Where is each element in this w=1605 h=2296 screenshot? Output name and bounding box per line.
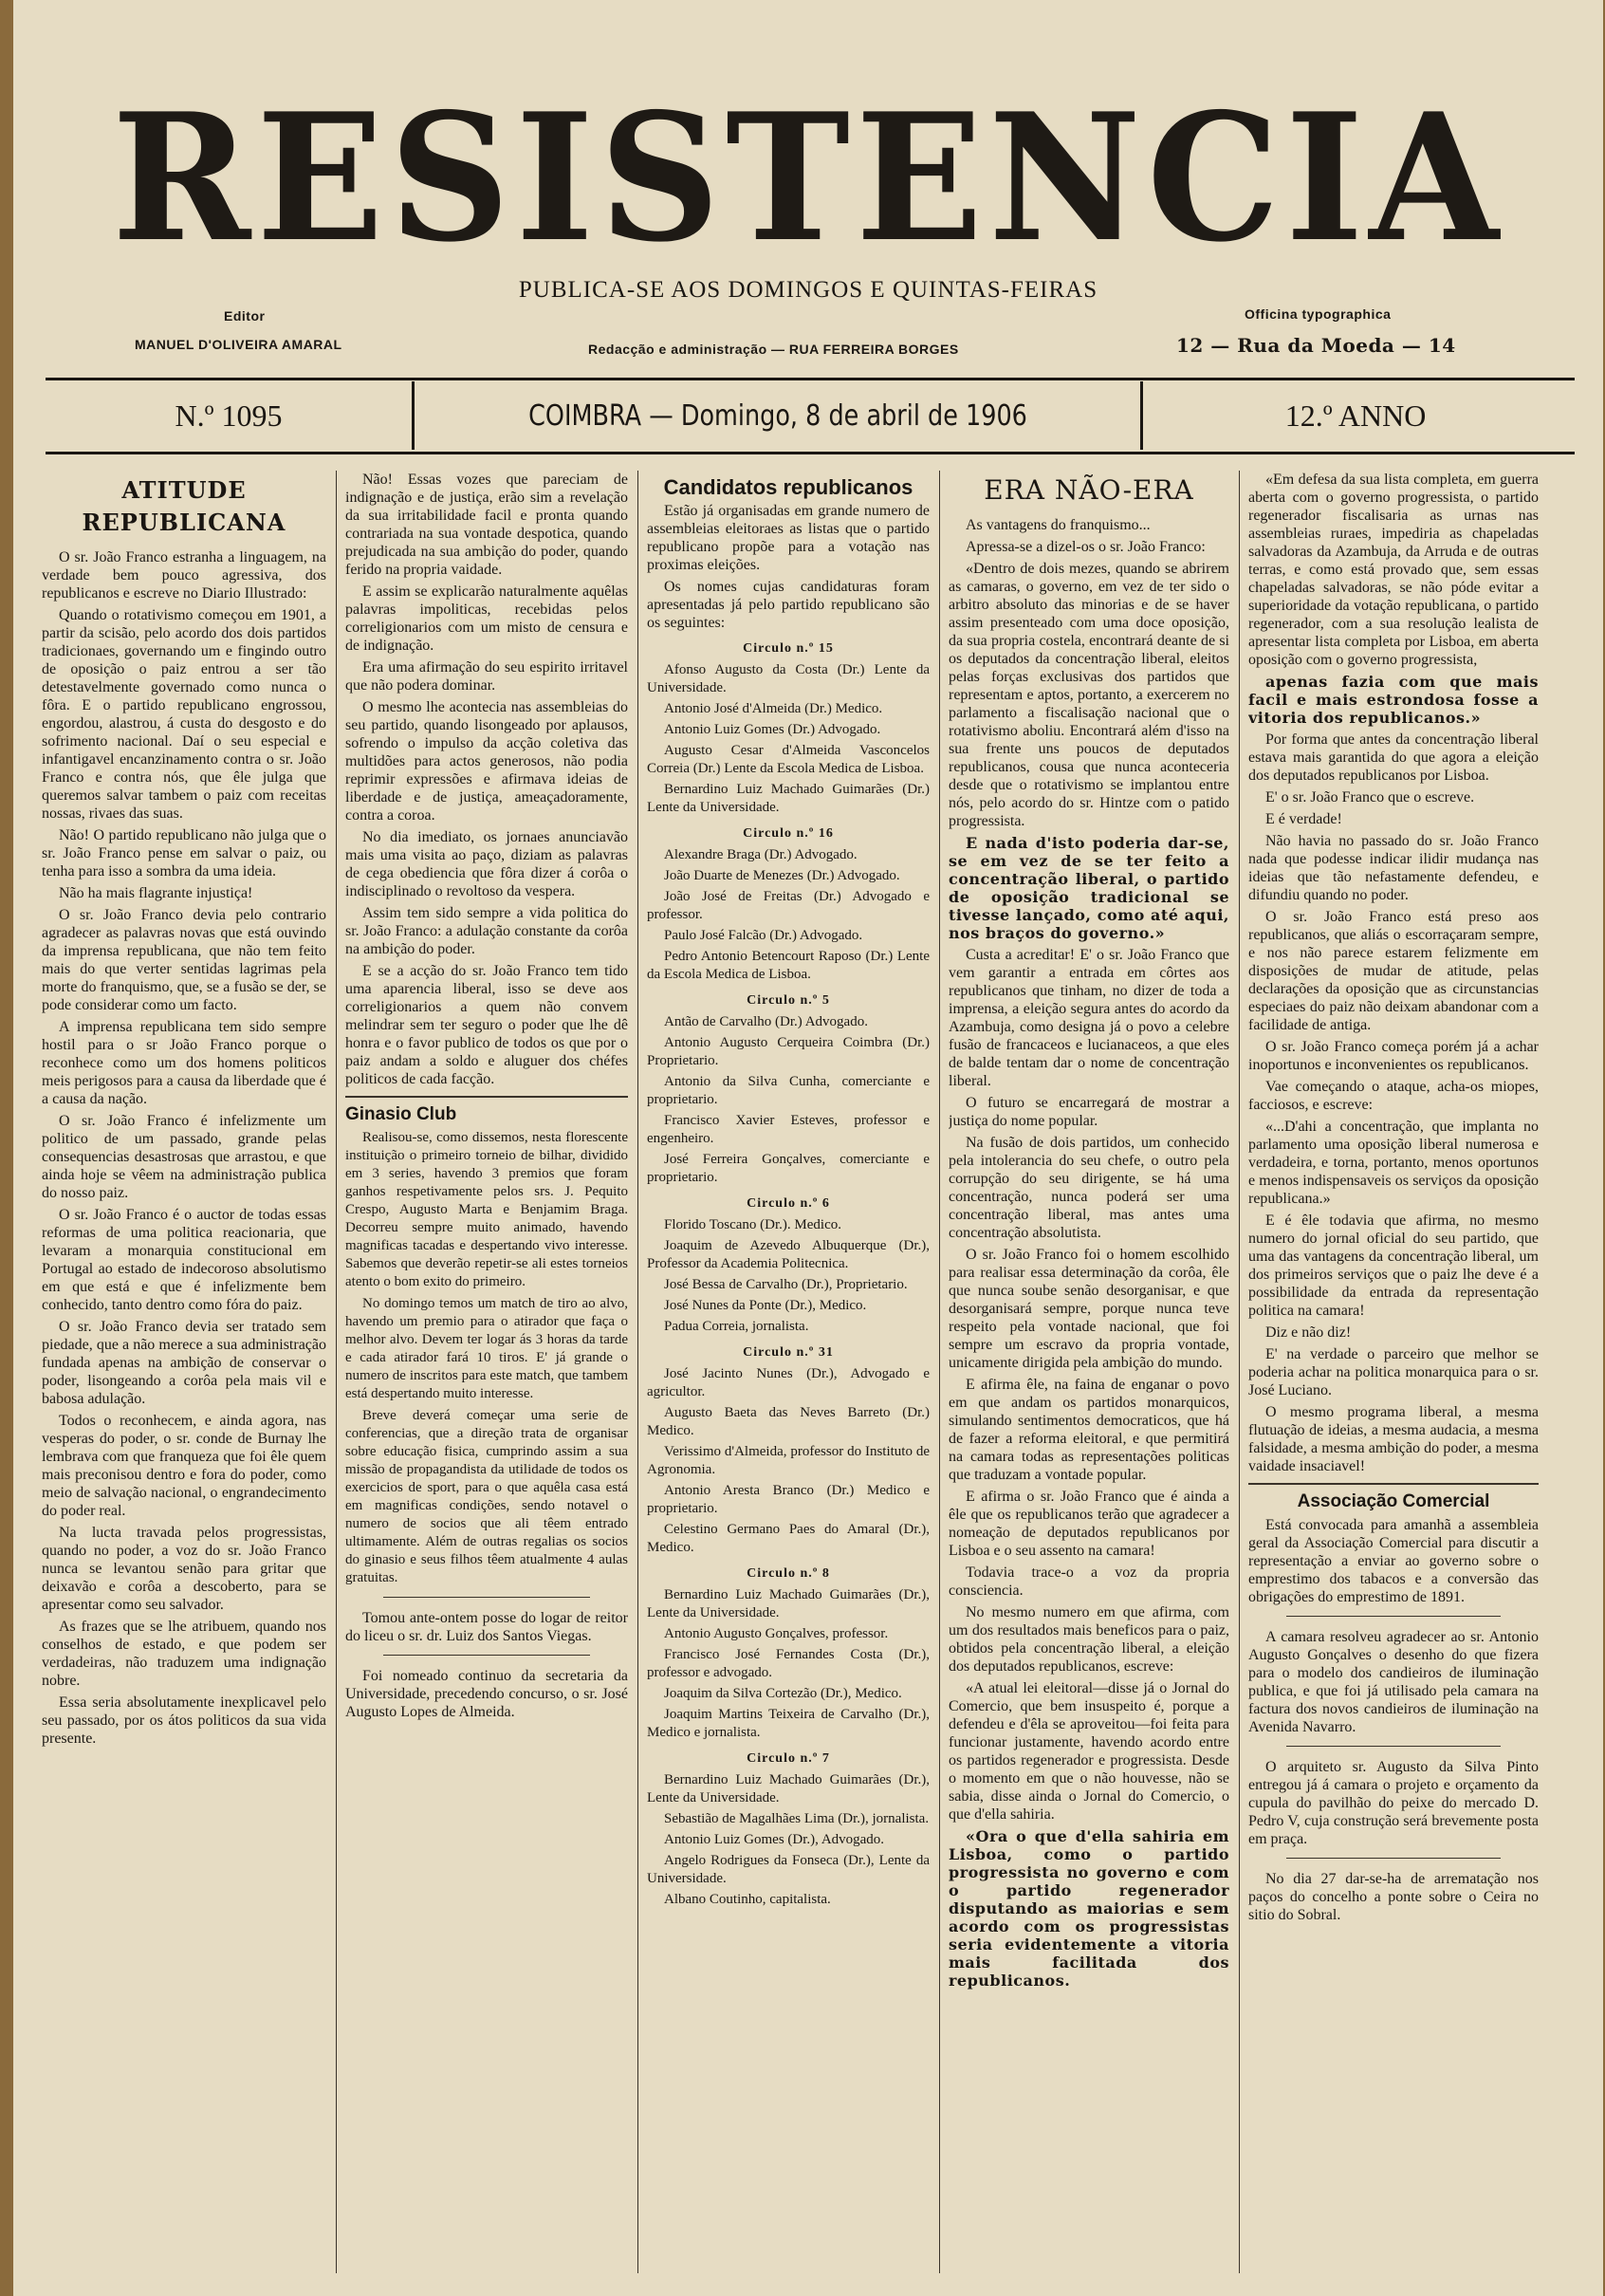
separator [383, 1597, 590, 1598]
header-divider-left [412, 381, 415, 450]
paragraph: As frazes que se lhe atribuem, quando nos conselhos de estado, e que podem ser verdadeiras, não traduzem uma indignação nobre. [42, 1619, 326, 1689]
header-divider-right [1140, 381, 1143, 450]
paragraph: Breve deverá começar uma serie de conferencias, que a direção trata de organisar sobre educação fisica, cumprindo assim a sua missão de propagandista da utilidade de todos os exercicios de sport, para o que aquêla casa está em magnificas condições, sendo notavel o numero de socios que ali têem entrado ultimamente. Além de outras regalias os socios do ginasio e seus filhos têem atualmente 4 aulas gratuitas. [345, 1408, 628, 1585]
candidate: Antonio Augusto Cerqueira Coimbra (Dr.) Proprietario. [647, 1035, 930, 1068]
section-heading: Ginasio Club [345, 1104, 457, 1124]
paragraph: Os nomes cujas candidaturas foram apresentadas já pelo partido republicano são os seguintes: [647, 579, 930, 631]
paragraph: A camara resolveu agradecer ao sr. Antonio Augusto Gonçalves o desenho do que fizera para o modelo dos candieiros de iluminação publica, e que foi já utilisado pela camara na factura dos novos candieiros de iluminação na Avenida Navarro. [1248, 1629, 1539, 1735]
editor-name: MANUEL D'OLIVEIRA AMARAL [135, 337, 342, 352]
paragraph: «Dentro de dois mezes, quando se abrirem as camaras, o governo, em vez de ter sido o arbitro absoluto das minorias e de se haver assim presenteado com uma doce oposição, da sua propria costela, encontrará deante de si os deputados da concentração liberal, eleitos pelas forças exclusivas dos partidos que representam e aptos, portanto, a exercerem no parlamento a fiscalisação nacional que o rotativismo aboliu. Encontrará além d'isso na sua frente uns poucos de deputados republicanos, cousa que nunca aconteceria desde que o rotativismo se implantou entre nós, pelo acordo do sr. Hintze com o patido progressista. [949, 561, 1229, 829]
candidate: José Ferreira Gonçalves, comerciante e proprietario. [647, 1152, 930, 1185]
candidate: Francisco Xavier Esteves, professor e engenheiro. [647, 1113, 930, 1146]
candidate: Antonio Luiz Gomes (Dr.) Advogado. [664, 722, 881, 737]
publication-schedule: PUBLICA-SE AOS DOMINGOS E QUINTAS-FEIRAS [518, 277, 1098, 303]
candidate: João Duarte de Menezes (Dr.) Advogado. [664, 868, 900, 883]
paragraph: Apressa-se a dizel-os o sr. João Franco: [966, 539, 1206, 555]
paragraph: A imprensa republicana tem sido sempre hostil para o sr João Franco porque o reconhece como um dos homens politicos meis perigosos para a causa da liberdade que é a causa da nação. [42, 1019, 326, 1107]
column-divider [1239, 471, 1240, 2273]
circle-title: Circulo n.º 31 [743, 1345, 834, 1360]
paragraph: «A atual lei eleitoral—disse já o Jornal do Comercio, que bem insuspeito é, porque a defendeu e d'êla se aproveitou—foi feita para funcionar justamente, havendo acordo entre os partidos regenerador e progressista. Desde o momento em que o não houvesse, não se sabia, disse ainda o Jornal do Comercio, o que d'ella sahiria. [949, 1680, 1229, 1823]
candidate: Celestino Germano Paes do Amaral (Dr.), Medico. [647, 1522, 930, 1555]
paragraph: Estão já organisadas em grande numero de assembleias eleitoraes as listas que o partido republicano propõe para a votação nas proximas eleições. [647, 503, 930, 573]
paragraph: Essa seria absolutamente inexplicavel pelo seu passado, por os átos politicos da sua vida presente. [42, 1694, 326, 1747]
column-divider [336, 471, 337, 2273]
candidate: José Nunes da Ponte (Dr.), Medico. [664, 1298, 867, 1313]
section-rule [1248, 1483, 1539, 1485]
candidate: Pedro Antonio Betencourt Raposo (Dr.) Lente da Escola Medica de Lisboa. [647, 949, 930, 982]
candidate: Bernardino Luiz Machado Guimarães (Dr.), Lente da Universidade. [647, 1772, 930, 1805]
candidate: Bernardino Luiz Machado Guimarães (Dr.), Lente da Universidade. [647, 1587, 930, 1620]
paragraph: Todavia trace-o a voz da propria consciencia. [949, 1565, 1229, 1599]
article-heading: ATITUDE REPUBLICANA [82, 476, 286, 536]
candidate: Antonio Aresta Branco (Dr.) Medico e proprietario. [647, 1483, 930, 1516]
paragraph: Não! Essas vozes que pareciam de indignação e de justiça, erão sim a revelação da sua irritabilidade facil e pronta quando contrariada na sua vontade despotica, quando prejudicada na sua ambição do poder, quando ferido na propria vaidade. [345, 472, 628, 578]
circle-title: Circulo n.º 15 [743, 641, 834, 656]
candidate: João José de Freitas (Dr.) Advogado e professor. [647, 889, 930, 922]
separator [1286, 1746, 1501, 1747]
paragraph-emphasis: apenas fazia com que mais facil e mais estrondosa fosse a vitoria dos republicanos.» [1248, 673, 1539, 727]
print-shop-label: Officina typographica [1245, 306, 1392, 322]
column-candidatos [647, 471, 930, 2273]
candidate: Verissimo d'Almeida, professor do Instituto de Agronomia. [647, 1444, 930, 1477]
paragraph: E é verdade! [1265, 811, 1342, 827]
article-heading: ERA NÃO-ERA [984, 474, 1194, 506]
separator [1286, 1858, 1501, 1859]
paragraph: Não ha mais flagrante injustiça! [59, 885, 253, 901]
paragraph: Quando o rotativismo começou em 1901, a partir da scisão, pelo acordo dos dois partidos tradicionaes, governando um e fingindo outro de oposição o paiz entrou a ser tão detestavelmente governado como nunca o fôra. E o partido republicano engrossou, engordou, alastrou, á custa do desgosto e do sofrimento nacional. Daí o seu especial e infantigavel encanzinamento contra o sr. João Franco e contra nós, que êle julga que queremos salvar tambem o paiz com receitas nossas, rivaes das suas. [42, 607, 326, 822]
paragraph: O mesmo programa liberal, a mesma flutuação de ideias, a mesma audacia, a mesma falsidade, a mesma ambição do poder, a mesma vaidade insaciavel! [1248, 1404, 1539, 1474]
candidate: Angelo Rodrigues da Fonseca (Dr.), Lente da Universidade. [647, 1853, 930, 1886]
issue-date: COIMBRA — Domingo, 8 de abril de 1906 [528, 398, 1027, 433]
candidate: Bernardino Luiz Machado Guimarães (Dr.) Lente da Universidade. [647, 782, 930, 815]
candidate: Joaquim Martins Teixeira de Carvalho (Dr.), Medico e jornalista. [647, 1707, 930, 1740]
issue-number: N.º 1095 [175, 398, 283, 433]
candidate: Joaquim de Azevedo Albuquerque (Dr.), Professor da Academia Politecnica. [647, 1238, 930, 1271]
paragraph: E' o sr. João Franco que o escreve. [1265, 789, 1475, 805]
circle-title: Circulo n.º 6 [747, 1196, 830, 1211]
paragraph: E afirma êle, na faina de enganar o povo em que andam os partidos monarquicos, simulando sentimentos democraticos, que há de fazer a reforma eleitoral, e que permitirá na camara todas as representações politicas que traduzam a vontade popular. [949, 1377, 1229, 1483]
section-rule [345, 1096, 628, 1098]
candidate: Antonio José d'Almeida (Dr.) Medico. [664, 701, 883, 716]
column-divider [637, 471, 638, 2273]
candidate: Afonso Augusto da Costa (Dr.) Lente da Universidade. [647, 662, 930, 695]
candidate: Paulo José Falcão (Dr.) Advogado. [664, 928, 863, 943]
paragraph: O sr. João Franco está preso aos republicanos, que aliás o escorraçaram sempre, e nos não parece estarem felizmente em disposições de mudar de atitude, pelas declarações da oposição que as circunstancias especiaes do paiz não deixam abandonar com a facilidade de antiga. [1248, 909, 1539, 1033]
candidate: José Bessa de Carvalho (Dr.), Proprietario. [664, 1277, 908, 1292]
paragraph: E' na verdade o parceiro que melhor se poderia achar na politica monarquica para o sr. José Luciano. [1248, 1346, 1539, 1398]
header-rule-bottom [46, 452, 1575, 454]
paragraph: Todos o reconhecem, e ainda agora, nas vesperas do poder, o sr. conde de Burnay lhe lembrava com que franqueza que foi êle quem mais preconisou dentro e fora do poder, como meio de salvação nacional, o engrandecimento do poder real. [42, 1413, 326, 1519]
paragraph: «...D'ahi a concentração, que implanta no parlamento uma oposição liberal numerosa e verdadeira, e torna, portanto, menos oportunos e menos indispensaveis os serviços da oposição republicana.» [1248, 1119, 1539, 1207]
candidate: Sebastião de Magalhães Lima (Dr.), jornalista. [664, 1811, 930, 1826]
column-atitude-republicana [42, 471, 326, 2273]
paragraph: Na fusão de dois partidos, um conhecido pela intolerancia do seu chefe, o outro pela corrupção do seu dirigente, se há uma concentração, nunca poderá ser uma concentração liberal, mas antes uma concentração absolutista. [949, 1135, 1229, 1241]
separator [383, 1655, 590, 1656]
paragraph: Era uma afirmação do seu espirito irritavel que não podera dominar. [345, 659, 628, 694]
column-divider [939, 471, 940, 2273]
candidate: Padua Correia, jornalista. [664, 1319, 809, 1334]
masthead-title: RESISTENCIA [112, 74, 1504, 282]
section-heading: Associação Comercial [1297, 1491, 1490, 1511]
paragraph: Diz e não diz! [1265, 1324, 1352, 1341]
candidate: Antonio da Silva Cunha, comerciante e proprietario. [647, 1074, 930, 1107]
paragraph: O futuro se encarregará de mostrar a justiça do nome popular. [949, 1095, 1229, 1129]
candidate: José Jacinto Nunes (Dr.), Advogado e agricultor. [647, 1366, 930, 1399]
paragraph: Não havia no passado do sr. João Franco nada que podesse indicar ilidir mudança nas ideias que tão nefastamente defendeu, e difundiu quando no poder. [1248, 833, 1539, 903]
paragraph: O sr. João Franco devia pelo contrario agradecer as palavras novas que está ouvindo da imprensa republicana, que não tem feito mais do que verter sentidas lagrimas pela morte do franquismo, que, se a fusão se der, se pode considerar como um facto. [42, 907, 326, 1013]
paragraph: Custa a acreditar! E' o sr. João Franco que vem garantir a entrada em côrtes aos republicanos que tinham, no dizer de toda a imprensa, a eleição segura antes do acordo da Azambuja, como designa já o povo a celebre fusão de francaceos e lucianaceos, a que eles de balde tentam dar o nome de concentração liberal. [949, 947, 1229, 1089]
paragraph: O arquiteto sr. Augusto da Silva Pinto entregou já á camara o projeto e orçamento da cupula do pavilhão do peixe do mercado D. Pedro V, cuja construção será brevemente posta em praça. [1248, 1759, 1539, 1847]
paragraph: Na lucta travada pelos progressistas, quando no poder, a voz do sr. João Franco nunca se levantou senão para gritar que deixavão e corôa a descoberto, para se apresentar como seu salvador. [42, 1525, 326, 1613]
paragraph: Está convocada para amanhã a assembleia geral da Associação Comercial para discutir a representação a enviar ao governo sobre o emprestimo dos tabacos e a conversão das obrigações do emprestimo de 1891. [1248, 1517, 1539, 1605]
print-shop-address: 12 — Rua da Moeda — 14 [1176, 334, 1456, 357]
circle-title: Circulo n.º 16 [743, 826, 834, 841]
paragraph: O sr. João Franco estranha a linguagem, na verdade bem pouco agressiva, dos republicanos e escreve no Diario Illustrado: [42, 549, 326, 602]
paragraph-emphasis: «Ora o que d'ella sahiria em Lisboa, como o partido progressista no governo e com o partido regenerador disputando as maiorias e sem acordo com os progressistas seria evidentemente a vitoria mais facilitada dos republicanos. [949, 1827, 1229, 1990]
paragraph: Vae começando o ataque, acha-os miopes, facciosos, e escreve: [1248, 1079, 1539, 1113]
separator [1286, 1616, 1501, 1617]
circle-title: Circulo n.º 5 [747, 993, 830, 1008]
paragraph: No dia imediato, os jornaes anunciavão mais uma visita ao paço, diziam as palavras de cega obediencia que fôra dizer á corôa o indisciplinado o revoltoso da vespera. [345, 829, 628, 899]
paragraph: Assim tem sido sempre a vida politica do sr. João Franco: a adulação constante da corôa na ambição do poder. [345, 905, 628, 957]
candidate: Albano Coutinho, capitalista. [664, 1892, 831, 1907]
circle-title: Circulo n.º 8 [747, 1566, 830, 1581]
paragraph: Não! O partido republicano não julga que o sr. João Franco pense em salvar o paiz, ou tenha para isso a sombra da uma ideia. [42, 827, 326, 880]
circle-title: Circulo n.º 7 [747, 1751, 830, 1766]
newspaper-page [13, 0, 1603, 2296]
candidate: Joaquim da Silva Cortezão (Dr.), Medico. [664, 1686, 902, 1701]
candidate: Augusto Baeta das Neves Barreto (Dr.) Medico. [647, 1405, 930, 1438]
paragraph: O sr. João Franco é infelizmente um politico de um passado, grande pelas consequencias desastrosas que arrastou, e que ainda hoje se vêem na administração publica do nosso paiz. [42, 1113, 326, 1201]
paragraph: E afirma o sr. João Franco que é ainda a êle que os republicanos terão que agradecer a nomeação de deputados republicanos por Lisboa e o seu assento na camara! [949, 1489, 1229, 1559]
paragraph: No dia 27 dar-se-ha de arrematação nos paços do concelho a ponte sobre o Ceira no sitio do Sobral. [1248, 1871, 1539, 1923]
paragraph: Por forma que antes da concentração liberal estava mais garantida do que agora a eleição dos deputados republicanos por Lisboa. [1248, 731, 1539, 784]
candidate: Antonio Luiz Gomes (Dr.), Advogado. [664, 1832, 885, 1847]
paragraph: O sr. João Franco foi o homem escolhido para realisar essa determinação da corôa, êle que nunca soube senão desorganisar, e que desorganisará sempre, porque nunca teve respeito pela vontade nacional, que foi sempre um escravo da propria vontade, unicamente dirigida pela ambição do mundo. [949, 1247, 1229, 1371]
paragraph-emphasis: E nada d'isto poderia dar-se, se em vez de se ter feito a concentração liberal, o partido de oposição tradicional se tivesse lançado, como até aqui, nos braços do governo.» [949, 834, 1229, 942]
paragraph: Foi nomeado continuo da secretaria da Universidade, precedendo concurso, o sr. José Augusto Lopes de Almeida. [345, 1668, 628, 1720]
paragraph: No domingo temos um match de tiro ao alvo, havendo um premio para o atirador que faça o melhor alvo. Devem ter logar ás 3 horas da tarde e cada atirador fará 10 tiros. E' já grande o numero de inscritos para este match, que tambem está despertando muito interesse. [345, 1296, 628, 1401]
issue-year: 12.º ANNO [1284, 398, 1427, 433]
candidate: Francisco José Fernandes Costa (Dr.), professor e advogado. [647, 1647, 930, 1680]
candidate: Florido Toscano (Dr.). Medico. [664, 1217, 841, 1232]
candidate: Antão de Carvalho (Dr.) Advogado. [664, 1014, 868, 1029]
paragraph: E assim se explicarão naturalmente aquêlas palavras impoliticas, recebidas pelos correligionarios com um misto de censura e de indignação. [345, 583, 628, 654]
candidate: Antonio Augusto Gonçalves, professor. [664, 1626, 889, 1641]
article-heading: Candidatos republicanos [663, 475, 913, 499]
paragraph: No mesmo numero em que afirma, com um dos resultados mais beneficos para o paiz, obtidos pela concentração liberal, a eleição dos deputados republicanos, escreve: [949, 1604, 1229, 1675]
column-era-nao-era [949, 471, 1229, 2273]
paragraph: As vantagens do franquismo... [966, 517, 1151, 533]
office-address: Redacção e administração — RUA FERREIRA BORGES [588, 342, 959, 357]
paragraph: Realisou-se, como dissemos, nesta florescente instituição o primeiro torneio de bilhar, dividido em 3 series, havendo 3 premios que foram ganhos respetivamente pelos srs. J. Pequito Crespo, Augusto Marta e Benjamim Braga. Decorreu sempre muito animado, havendo magnificas tacadas e despertando vivo interesse. Sabemos que deverão repetir-se ali estes torneios atento o bom exito do primeiro. [345, 1130, 628, 1289]
paragraph: E é êle todavia que afirma, no mesmo numero do jornal oficial do seu partido, que uma das vantagens da concentração liberal, um dos primeiros serviços que o paiz lhe deve é a possibilidade da entrada da representação politica na camara! [1248, 1213, 1539, 1319]
paragraph: O mesmo lhe acontecia nas assembleias do seu partido, quando lisongeado por aplausos, sofrendo o impulso da acção coletiva das multidões para actos generosos, não podia reprimir expressões e afirmava ideias de liberdade e de justiça, ameaçadoramente, contra a coroa. [345, 699, 628, 824]
paragraph: «Em defesa da sua lista completa, em guerra aberta com o governo progressista, o partido regenerador fiscalisaria as urnas nas assembleias ruraes, impediria as chapeladas salvadoras da Azambuja, da Arruda e de outras terras, e como está provado que, sem essas chapeladas salvadoras, se não póde evitar a superioridade da votação republicana, o partido regenerador, com a sua resolução lealista de apresentar lista completa por Lisboa, em aberta oposição com o governo progressista, [1248, 472, 1539, 668]
candidate: Augusto Cesar d'Almeida Vasconcelos Correia (Dr.) Lente da Escola Medica de Lisboa. [647, 743, 930, 776]
column-continuation [345, 471, 628, 2273]
paragraph: Tomou ante-ontem posse do logar de reitor do liceu o sr. dr. Luiz dos Santos Viegas. [345, 1610, 628, 1644]
column-associacao [1248, 471, 1539, 2273]
header-rule-top [46, 378, 1575, 380]
paragraph: E se a acção do sr. João Franco tem tido uma aparencia liberal, isso se deve aos correligionarios a quem não convem melindrar sem ter seguro o poder que lhe dê honra e o favor publico de todos os que por o paiz andam a soldo e aluguer dos chéfes politicos de cada facção. [345, 963, 628, 1087]
paragraph: O sr. João Franco começa porém já a achar inoportunos e inconvenientes os republicanos. [1248, 1039, 1539, 1073]
candidate: Alexandre Braga (Dr.) Advogado. [664, 847, 858, 862]
paragraph: O sr. João Franco devia ser tratado sem piedade, que a não merece a sua administração fundada apenas na ambição de conservar o poder, lisongeando a corôa pela mais vil e babosa adulação. [42, 1319, 326, 1407]
editor-label: Editor [224, 308, 266, 324]
paragraph: O sr. João Franco é o auctor de todas essas reformas de uma politica reacionaria, que levaram a monarquia constitucional em Portugal ao estado de indecoroso absolutismo em que está e que é infelizmente bem conhecido, tanto dentro como fóra do paiz. [42, 1207, 326, 1313]
